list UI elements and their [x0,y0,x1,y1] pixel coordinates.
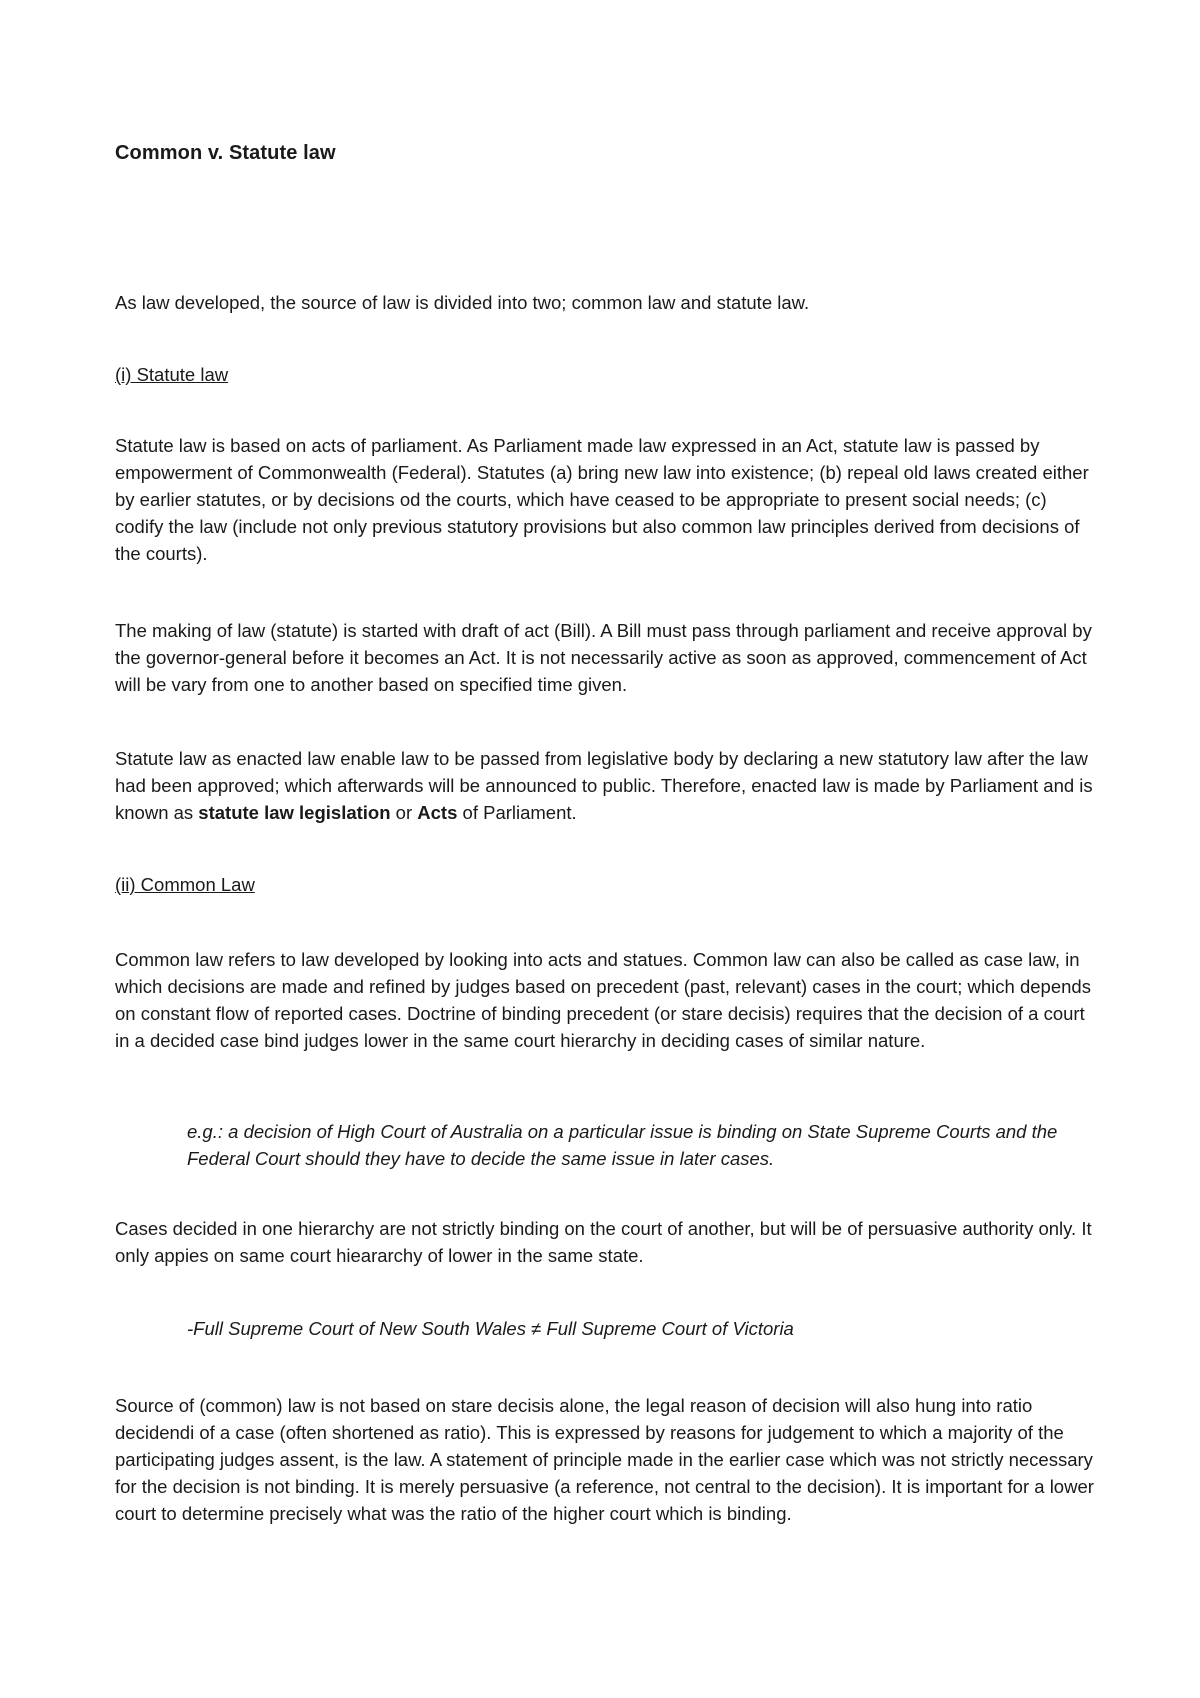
example-supreme-court-comparison: -Full Supreme Court of New South Wales ≠ Full Supreme Court of Victoria [187,1318,794,1339]
statute-paragraph-3-mid: or [390,802,418,823]
bold-term-legislation: statute law legislation [198,802,391,823]
document-title: Common v. Statute law [115,142,336,164]
section-heading-statute-law: (i) Statute law [115,364,229,385]
common-law-paragraph-2: Cases decided in one hierarchy are not strictly binding on the court of another, but will be of persuasive authority only. It only appies on same court hieararchy of lower in the same state. [115,1218,1092,1266]
intro-paragraph: As law developed, the source of law is divided into two; common law and statute law. [115,292,810,313]
example-high-court: e.g.: a decision of High Court of Australia on a particular issue is binding on State Supreme Courts and the Federal Court should they have to decide the same issue in later cases. [187,1121,1058,1169]
common-law-paragraph-1: Common law refers to law developed by looking into acts and statues. Common law can also be called as case law, in which decisions are made and refined by judges based on precedent (past, relevant) cases in the court; which depends on constant flow of reported cases. Doctrine of binding precedent (or stare decisis) requires that the decision of a court in a decided case bind judges lower in the same court hierarchy in deciding cases of similar nature. [115,949,1091,1051]
statute-paragraph-2: The making of law (statute) is started with draft of act (Bill). A Bill must pass through parliament and receive approval by the governor-general before it becomes an Act. It is not necessarily active as soon as approved, commencement of Act will be vary from one to another based on specified time given. [115,620,1092,695]
statute-paragraph-3 [115,745,1095,826]
statute-paragraph-1: Statute law is based on acts of parliament. As Parliament made law expressed in an Act, statute law is passed by empowerment of Commonwealth (Federal). Statutes (a) bring new law into existence; (b) repeal old laws created either by earlier statutes, or by decisions od the courts, which have ceased to be appropriate to present social needs; (c) codify the law (include not only previous statutory provisions but also common law principles derived from decisions of the courts). [115,435,1089,564]
bold-term-acts: Acts [417,802,458,823]
common-law-paragraph-3: Source of (common) law is not based on stare decisis alone, the legal reason of decision will also hung into ratio decidendi of a case (often shortened as ratio). This is expressed by reasons for judgement to which a majority of the participating judges assent, is the law. A statement of principle made in the earlier case which was not strictly necessary for the decision is not binding. It is merely persuasive (a reference, not central to the decision). It is important for a lower court to determine precisely what was the ratio of the higher court which is binding. [115,1395,1094,1524]
section-heading-common-law: (ii) Common Law [115,874,255,895]
statute-paragraph-3-start: Statute law as enacted law enable law to be passed from legislative body by declaring a new statutory law after the law had been approved; which afterwards will be announced to public. Therefore, enacted law is made by Parliament and is known as [115,748,1093,823]
statute-paragraph-3-end: of Parliament. [457,802,577,823]
